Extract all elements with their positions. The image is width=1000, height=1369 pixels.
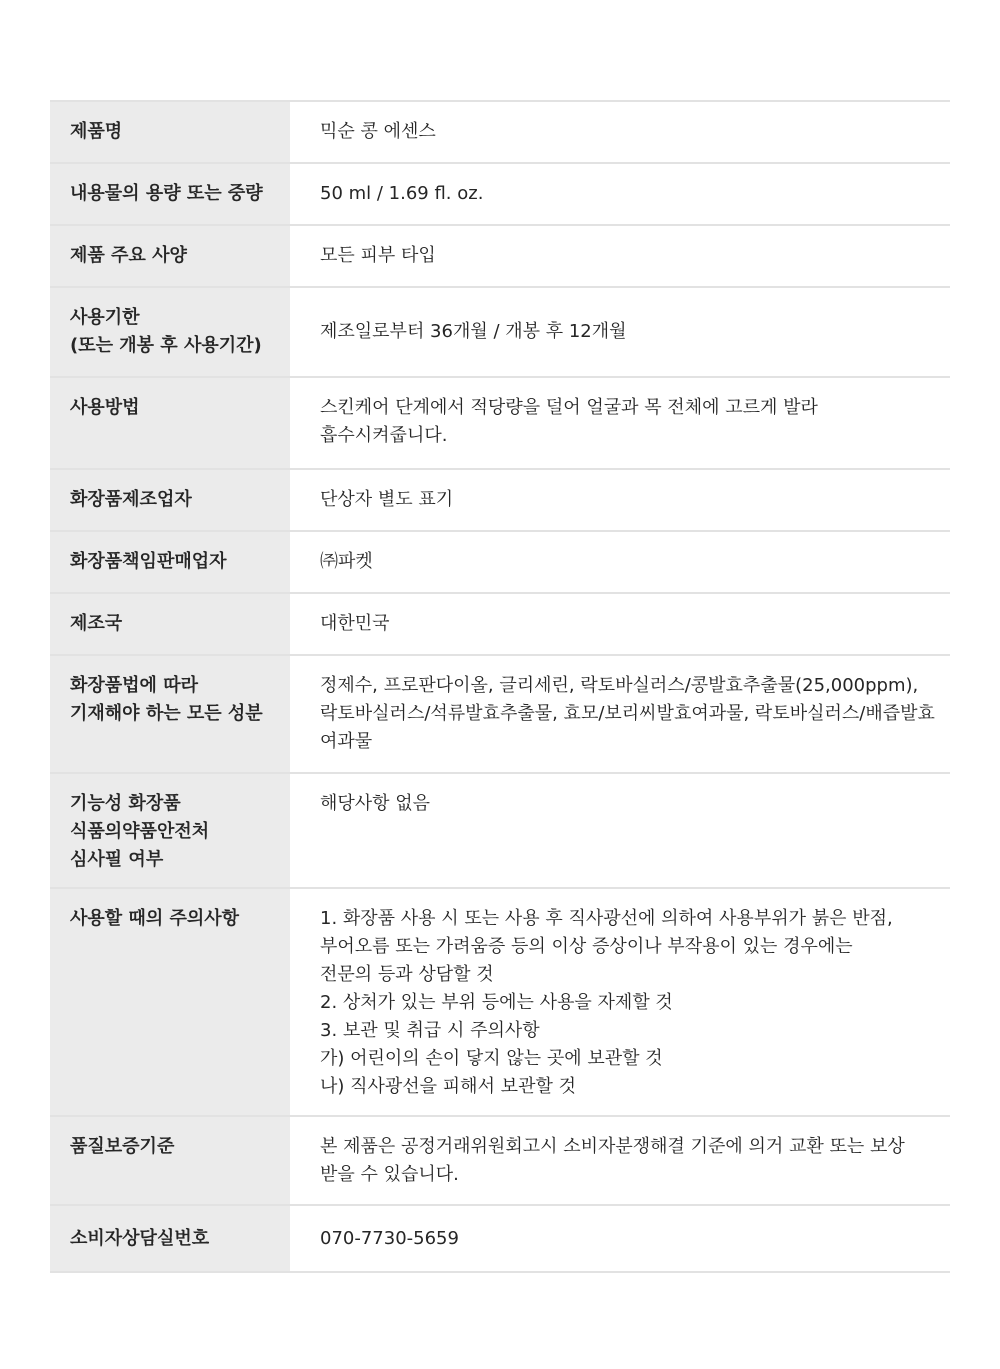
row-value: 스킨케어 단계에서 적당량을 덜어 얼굴과 목 전체에 고르게 발라 흡수시켜줍니다. xyxy=(320,397,818,446)
row-label: 화장품책임판매업자 xyxy=(50,532,290,592)
ingredients-line: 락토바실러스/석류발효추출물, 효모/보리씨발효여과물, 락토바실러스/배즙발효 xyxy=(320,703,935,724)
row-value: 본 제품은 공정거래위원회고시 소비자분쟁해결 기준에 의거 교환 또는 보상 받을 수 있습니다. xyxy=(320,1136,905,1185)
table-row-distributor xyxy=(50,532,950,594)
row-value: 제조일로부터 36개월 / 개봉 후 12개월 xyxy=(320,321,627,342)
row-value: 단상자 별도 표기 xyxy=(320,489,454,510)
row-value: ㈜파켓 xyxy=(320,551,373,572)
table-row-manufacturer xyxy=(50,470,950,532)
row-value: 해당사항 없음 xyxy=(320,793,431,814)
ingredients-line: 정제수, 프로판다이올, 글리세린, 락토바실러스/콩발효추출물(25,000ppm), xyxy=(320,675,919,696)
row-label: 제품명 xyxy=(50,102,290,162)
row-value xyxy=(290,656,950,772)
row-value: 믹순 콩 에센스 xyxy=(320,121,436,142)
table-row-quality-standard xyxy=(50,1117,950,1206)
table-row-product-name xyxy=(50,102,950,164)
row-label: 제조국 xyxy=(50,594,290,654)
row-value: 대한민국 xyxy=(320,613,390,634)
product-info-table xyxy=(50,100,950,1273)
table-row-expiry xyxy=(50,288,950,378)
row-label: 화장품제조업자 xyxy=(50,470,290,530)
table-row-functional-review xyxy=(50,774,950,889)
row-label: 내용물의 용량 또는 중량 xyxy=(50,164,290,224)
row-label: 소비자상담실번호 xyxy=(50,1206,290,1271)
row-label: 사용기한 (또는 개봉 후 사용기간) xyxy=(50,288,290,376)
row-label: 품질보증기준 xyxy=(50,1117,290,1204)
row-label: 제품 주요 사양 xyxy=(50,226,290,286)
ingredients-line: 여과물 xyxy=(320,731,373,752)
table-row-precautions xyxy=(50,889,950,1117)
row-label: 사용방법 xyxy=(50,378,290,468)
table-row-ingredients xyxy=(50,656,950,774)
table-row-usage xyxy=(50,378,950,470)
row-label: 사용할 때의 주의사항 xyxy=(50,889,290,1115)
table-row-main-spec xyxy=(50,226,950,288)
row-label: 화장품법에 따라 기재해야 하는 모든 성분 xyxy=(50,656,290,772)
row-label: 기능성 화장품 식품의약품안전처 심사필 여부 xyxy=(50,774,290,887)
row-value: 모든 피부 타입 xyxy=(320,245,436,266)
row-value: 070-7730-5659 xyxy=(320,1227,459,1249)
row-value: 50 ml / 1.69 fl. oz. xyxy=(320,183,484,204)
table-row-volume xyxy=(50,164,950,226)
row-value: 1. 화장품 사용 시 또는 사용 후 직사광선에 의하여 사용부위가 붉은 반점, 부어오름 또는 가려움증 등의 이상 증상이나 부작용이 있는 경우에는 전문의 등과 상담할 것 2. 상처가 있는 부위 등에는 사용을 자제할 것 3. 보관 및 취급 시 주의사항 가) 어린이의 손이 닿지 않는 곳에 보관할 것 나) 직사광선을 피해서 보관할 것 xyxy=(320,908,893,1097)
table-row-country xyxy=(50,594,950,656)
table-row-customer-service xyxy=(50,1206,950,1273)
